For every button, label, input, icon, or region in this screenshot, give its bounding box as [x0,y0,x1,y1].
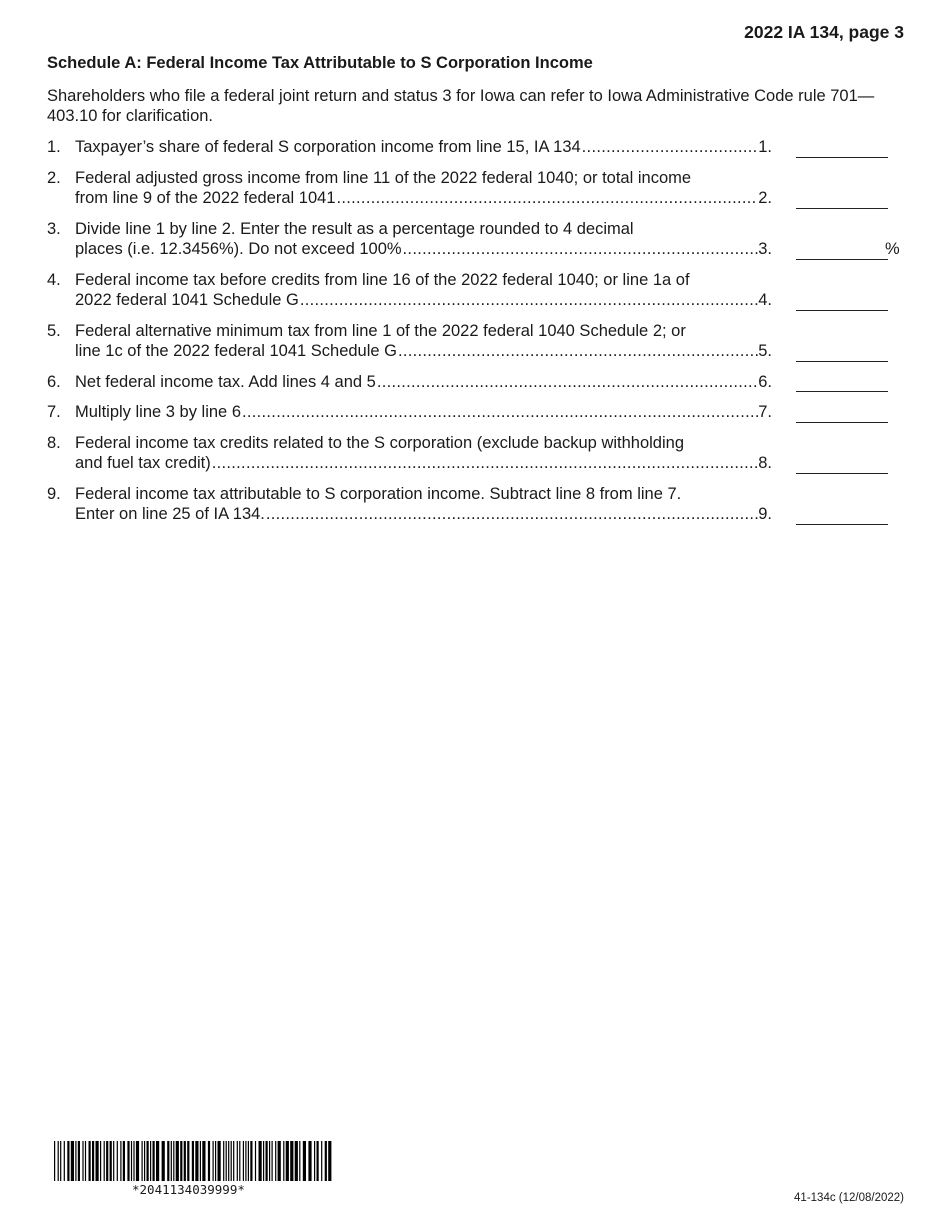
schedule-line [47,321,907,362]
line-description: Federal income tax before credits from line 16 of the 2022 federal 1040; or line 1a of [75,270,690,289]
line-number: 4. [47,270,61,289]
barcode-bar [250,1141,252,1181]
barcode-bar [54,1141,55,1181]
schedule-title: Schedule A: Federal Income Tax Attributable to S Corporation Income [47,54,593,72]
barcode-bar [321,1141,322,1181]
line-answer-field[interactable] [796,139,888,158]
barcode-bar [110,1141,112,1181]
line-description-last [75,239,772,260]
barcode-bar [237,1141,238,1181]
barcode-bar [299,1141,300,1181]
line-reference: 6. [758,372,772,391]
barcode-bar [78,1141,80,1181]
barcode-bar [162,1141,165,1181]
dot-leader [242,402,758,423]
line-description-last [75,453,772,474]
barcode-bar [228,1141,229,1181]
line-reference: 8. [758,454,772,472]
line-answer-field[interactable] [796,292,888,311]
barcode-bar [248,1141,249,1181]
line-description: Federal adjusted gross income from line 11 of the 2022 federal 1040; or total income [75,168,692,187]
barcode-bar [131,1141,132,1181]
line-answer-field[interactable] [796,506,888,525]
barcode-bar [195,1141,198,1181]
schedule-line [47,137,907,158]
line-description-last [75,372,772,393]
line-description-end: Net federal income tax. Add lines 4 and 5 [75,372,376,391]
line-description: Divide line 1 by line 2. Enter the result as a percentage rounded to 4 decimal [75,219,634,238]
barcode-bar [218,1141,221,1181]
barcode-bar [231,1141,232,1181]
barcode-bar [303,1141,306,1181]
barcode-bar [243,1141,244,1181]
form-id: 41-134c (12/08/2022) [794,1192,904,1204]
schedule-line [47,372,907,393]
line-description-last [75,402,772,423]
barcode-bar [150,1141,151,1181]
barcode-bar [60,1141,61,1181]
barcode-bar [308,1141,311,1181]
barcode-bar [144,1141,145,1181]
schedule-line [47,219,907,260]
line-number: 8. [47,433,61,452]
barcode-bar [314,1141,315,1181]
line-reference: 7. [758,403,772,421]
barcode-bar [278,1141,281,1181]
barcode [54,1141,334,1181]
barcode-bar [226,1141,227,1181]
barcode-bar [153,1141,155,1181]
barcode-bar [208,1141,210,1181]
line-description: Federal income tax credits related to the S corporation (exclude backup withholding [75,433,685,452]
line-description-end: from line 9 of the 2022 federal 1041 [75,189,336,207]
barcode-bar [167,1141,169,1181]
line-description-end: places (i.e. 12.3456%). Do not exceed 100% [75,240,402,258]
barcode-bar [290,1141,293,1181]
line-description-last [75,290,772,311]
line-reference: 3. [758,240,772,258]
barcode-bar [283,1141,284,1181]
barcode-bar [200,1141,201,1181]
line-reference: 1. [758,138,772,156]
line-description-end: Taxpayer’s share of federal S corporation income from line 15, IA 134 [75,138,581,156]
dot-leader [398,341,758,362]
barcode-bar [266,1141,268,1181]
dot-leader [582,137,759,158]
line-number: 1. [47,138,61,156]
barcode-bar [176,1141,179,1181]
barcode-bar [147,1141,149,1181]
line-reference: 9. [758,505,772,523]
dot-leader [212,453,758,474]
line-description-last [75,188,772,209]
line-answer-field[interactable] [796,343,888,362]
barcode-bar [317,1141,319,1181]
barcode-bar [263,1141,264,1181]
line-number: 9. [47,484,61,503]
line-description-end: line 1c of the 2022 federal 1041 Schedule G [75,342,397,360]
line-reference: 2. [758,189,772,207]
schedule-line [47,168,907,209]
schedule-intro: Shareholders who file a federal joint return and status 3 for Iowa can refer to Iowa Administrative Code rule 701—403.10 for clarification. [47,87,875,125]
percent-sign: % [885,240,900,258]
line-number: 6. [47,372,61,391]
barcode-bar [325,1141,327,1181]
line-description-last [75,341,772,362]
dot-leader [403,239,759,260]
barcode-bar [192,1141,194,1181]
barcode-bar [89,1141,91,1181]
barcode-bar [85,1141,86,1181]
line-description-end: 2022 federal 1041 Schedule G [75,291,299,309]
barcode-bar [239,1141,240,1181]
barcode-bar [133,1141,134,1181]
barcode-bar [259,1141,262,1181]
line-description-end: Enter on line 25 of IA 134. [75,505,265,523]
barcode-bar [71,1141,74,1181]
barcode-bar [82,1141,83,1181]
line-answer-field[interactable] [796,404,888,423]
barcode-bar [117,1141,118,1181]
dot-leader [266,504,758,525]
line-reference: 4. [758,291,772,309]
barcode-bar [142,1141,143,1181]
barcode-bar [113,1141,114,1181]
page-header: 2022 IA 134, page 3 [744,22,904,42]
schedule-line [47,270,907,311]
barcode-bar [275,1141,276,1181]
line-description-end: Multiply line 3 by line 6 [75,403,241,421]
barcode-bar [67,1141,69,1181]
barcode-bar [295,1141,298,1181]
barcode-bar [187,1141,189,1181]
barcode-bar [106,1141,108,1181]
barcode-bar [120,1141,121,1181]
schedule-lines [47,137,907,535]
barcode-bar [255,1141,256,1181]
barcode-bar [286,1141,289,1181]
barcode-bar [100,1141,101,1181]
barcode-number: *2041134039999* [132,1182,245,1197]
barcode-bar [136,1141,139,1181]
line-answer-field[interactable] [796,190,888,209]
barcode-bar [269,1141,270,1181]
dot-leader [300,290,758,311]
barcode-bar [202,1141,205,1181]
line-number: 3. [47,219,61,238]
barcode-bar [223,1141,224,1181]
line-description: Federal income tax attributable to S corporation income. Subtract line 8 from line 7. [75,484,682,503]
schedule-line [47,402,907,423]
barcode-bar [272,1141,273,1181]
barcode-bar [233,1141,234,1181]
dot-leader [377,372,758,393]
barcode-bar [171,1141,172,1181]
barcode-bar [180,1141,182,1181]
barcode-bar [127,1141,129,1181]
barcode-bar [245,1141,246,1181]
line-description: Federal alternative minimum tax from line 1 of the 2022 federal 1040 Schedule 2; or [75,321,686,340]
barcode-bar [215,1141,216,1181]
barcode-bar [156,1141,159,1181]
barcode-bar [123,1141,125,1181]
barcode-bar [213,1141,214,1181]
barcode-bar [173,1141,174,1181]
barcode-bar [104,1141,105,1181]
line-answer-field[interactable] [796,373,888,392]
barcode-bar [328,1141,331,1181]
barcode-bar [184,1141,186,1181]
barcode-bar [92,1141,94,1181]
dot-leader [337,188,759,209]
line-description-last [75,504,772,525]
barcode-bar [58,1141,59,1181]
barcode-bar [96,1141,99,1181]
line-answer-field[interactable] [796,455,888,474]
line-description-end: and fuel tax credit) [75,454,211,472]
schedule-line [47,484,907,525]
line-number: 5. [47,321,61,340]
barcode-bar [64,1141,65,1181]
barcode-bar [75,1141,76,1181]
line-answer-field[interactable] [796,241,888,260]
line-number: 7. [47,403,61,421]
line-number: 2. [47,168,61,187]
line-reference: 5. [758,342,772,360]
schedule-line [47,433,907,474]
line-description-last [75,137,772,158]
